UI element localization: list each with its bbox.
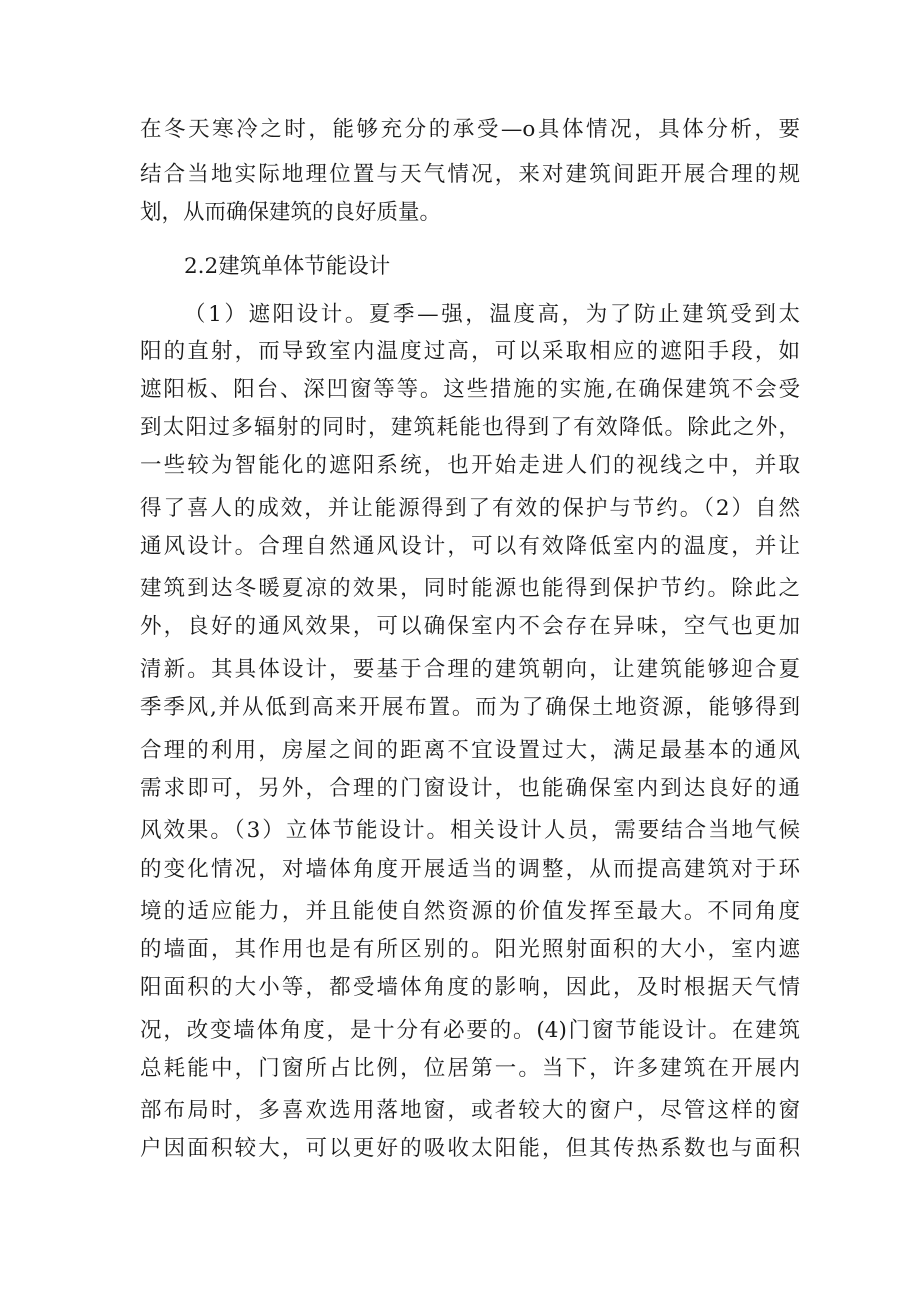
paragraph-2-line-17: 的墙面，其作用也是有所区别的。阳光照射面积的大小，室内遮	[140, 937, 800, 962]
paragraph-2-line-10: 清新。其具体设计，要基于合理的建筑朝向，让建筑能够迎合夏	[140, 657, 800, 682]
paragraph-2-line-18: 阳面积的大小等，都受墙体角度的影响，因此，及时根据天气情	[140, 975, 800, 1000]
paragraph-2-line-16: 境的适应能力，并且能使自然资源的价值发挥至最大。不同角度	[140, 899, 800, 924]
section-heading: 2.2建筑单体节能设计	[184, 254, 391, 279]
paragraph-1-line-2: 结合当地实际地理位置与天气情况，来对建筑间距开展合理的规	[140, 162, 800, 187]
paragraph-2-line-22: 户因面积较大，可以更好的吸收太阳能，但其传热系数也与面积	[140, 1136, 800, 1161]
paragraph-2-line-4: 到太阳过多辐射的同时，建筑耗能也得到了有效降低。除此之外，	[140, 415, 800, 440]
paragraph-2-line-2: 阳的直射，而导致室内温度过高，可以采取相应的遮阳手段，如	[140, 339, 800, 364]
paragraph-2-line-12: 合理的利用，房屋之间的距离不宜设置过大，满足最基本的通风	[140, 738, 800, 763]
paragraph-2-line-20: 总耗能中，门窗所占比例，位居第一。当下，许多建筑在开展内	[140, 1056, 800, 1081]
paragraph-2-line-1: （1）遮阳设计。夏季—强，温度高，为了防止建筑受到太	[184, 302, 800, 327]
paragraph-2-line-19: 况，改变墙体角度，是十分有必要的。(4)门窗节能设计。在建筑	[140, 1018, 800, 1043]
paragraph-2-line-6: 得了喜人的成效，并让能源得到了有效的保护与节约。（2）自然	[140, 496, 800, 521]
paragraph-2-line-21: 部布局时，多喜欢选用落地窗，或者较大的窗户，尽管这样的窗	[140, 1098, 800, 1123]
paragraph-2-line-9: 外，良好的通风效果，可以确保室内不会存在异味，空气也更加	[140, 614, 800, 639]
paragraph-1-line-1: 在冬天寒冷之时，能够充分的承受—o具体情况，具体分析，要	[140, 117, 800, 142]
paragraph-2-line-5: 一些较为智能化的遮阳系统，也开始走进人们的视线之中，并取	[140, 453, 800, 478]
paragraph-2-line-14: 风效果。（3）立体节能设计。相关设计人员，需要结合当地气候	[140, 818, 800, 843]
paragraph-2-line-3: 遮阳板、阳台、深凹窗等等。这些措施的实施,在确保建筑不会受	[140, 377, 800, 402]
paragraph-2-line-15: 的变化情况，对墙体角度开展适当的调整，从而提高建筑对于环	[140, 857, 800, 882]
paragraph-2-line-13: 需求即可，另外，合理的门窗设计，也能确保室内到达良好的通	[140, 776, 800, 801]
paragraph-2-line-8: 建筑到达冬暖夏凉的效果，同时能源也能得到保护节约。除此之	[140, 576, 800, 601]
paragraph-1-line-3: 划，从而确保建筑的良好质量。	[140, 200, 442, 225]
paragraph-2-line-11: 季季风,并从低到高来开展布置。而为了确保土地资源，能够得到	[140, 695, 800, 720]
paragraph-2-line-7: 通风设计。合理自然通风设计，可以有效降低室内的温度，并让	[140, 534, 800, 559]
